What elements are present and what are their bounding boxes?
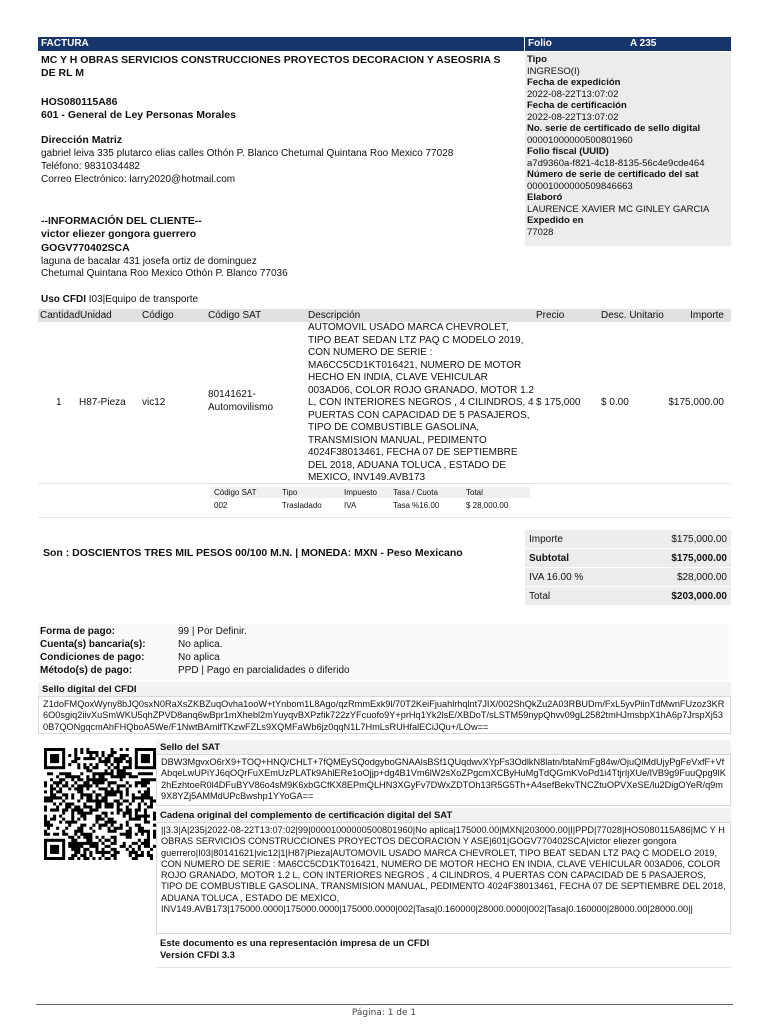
info-value: 77028	[527, 226, 554, 238]
tax-col-codigo-sat: Código SAT	[214, 488, 257, 497]
row-unidad: H87-Pieza	[79, 397, 126, 408]
tax-impuesto: IVA	[344, 501, 357, 510]
client-address-line1: laguna de bacalar 431 josefa ortiz de dominguez	[41, 256, 257, 267]
row-descripcion: AUTOMOVIL USADO MARCA CHEVROLET, TIPO BEAT SEDAN LTZ PAQ C MODELO 2019, CON NUMERO DE SERIE : MA6CC5CD1KT016421, NUMERO DE MOTOR HECHO EN INDIA, CLAVE VEHICULAR 003AD06, COLOR ROJO GRANADO, MOTOR 1.2 L, CON INTERIORES NEGROS , 4 CILINDROS, 4 PUERTAS CON CAPACIDAD DE 5 PASAJEROS, TIPO DE COMBUSTIBLE GASOLINA, TRANSMISION MANUAL, PEDIMENTO 4024F38013461, FECHA 07 DE SEPTIEMBRE DEL 2018, ADUANA TOLUCA , ESTADO DE MEXICO, INV149.AVB173	[308, 322, 534, 483]
tax-codigo-sat: 002	[214, 501, 228, 510]
payment-info	[38, 624, 731, 680]
totals-value: $28,000.00	[676, 572, 727, 583]
footer-divider	[36, 1004, 733, 1005]
document-type-bar	[38, 37, 524, 51]
tax-table-header	[210, 487, 530, 498]
items-table-header	[38, 309, 731, 322]
table-row	[38, 322, 731, 484]
direccion-title: Dirección Matriz	[41, 134, 123, 146]
emisor-email: Correo Electrónico: larry2020@hotmail.com	[41, 174, 236, 185]
info-value: 00001000000509846663	[527, 180, 633, 192]
tax-total: $ 28,000.00	[466, 501, 509, 510]
row-importe: $175,000.00	[668, 397, 724, 408]
emisor-address: gabriel leiva 335 plutarco elias calles Othón P. Blanco Chetumal Quintana Roo Mexico 77028	[41, 148, 454, 159]
info-value: 2022-08-22T13:07:02	[527, 111, 619, 123]
info-value: LAURENCE XAVIER MC GINLEY GARCIA	[527, 203, 710, 215]
invoice-info-panel	[525, 52, 731, 246]
info-label: Número de serie de certificado del sat	[527, 169, 699, 180]
emisor-name: MC Y H OBRAS SERVICIOS CONSTRUCCIONES PROYECTOS DECORACION Y ASEOSRIA S DE RL M	[41, 54, 501, 79]
emisor-phone: Teléfono: 9831034482	[41, 161, 140, 172]
tax-col-tasa: Tasa / Cuota	[393, 488, 438, 497]
info-label: Elaboró	[527, 192, 563, 203]
tax-tipo: Trasladado	[282, 501, 322, 510]
cfdi-note	[156, 936, 731, 968]
tax-col-tipo: Tipo	[282, 488, 298, 497]
cfdi-note-line1: Este documento es una representación impresa de un CFDI	[160, 938, 430, 949]
folio-value: A 235	[630, 38, 657, 49]
amount-in-words: Son : DOSCIENTOS TRES MIL PESOS 00/100 M.N. | MONEDA: MXN - Peso Mexicano	[43, 547, 463, 559]
info-label: Expedido en	[527, 215, 584, 226]
payment-label: Forma de pago:	[40, 626, 116, 637]
sello-cfdi-title: Sello digital del CFDI	[38, 682, 731, 696]
totals-value: $203,000.00	[671, 591, 727, 602]
info-value: a7d9360a-f821-4c18-8135-56c4e9cde464	[527, 157, 705, 169]
payment-label: Condiciones de pago:	[40, 652, 145, 663]
row-codigo: vic12	[142, 397, 166, 408]
client-name: victor eliezer gongora guerrero	[41, 228, 197, 240]
qr-finder-pattern	[136, 750, 154, 768]
emisor-rfc: HOS080115A86	[41, 96, 118, 108]
info-label: Folio fiscal (UUID)	[527, 146, 609, 157]
payment-label: Cuenta(s) bancaria(s):	[40, 639, 146, 650]
info-label: Fecha de certificación	[527, 100, 627, 111]
uso-cfdi-value: I03|Equipo de transporte	[88, 294, 199, 305]
info-label: Tipo	[527, 54, 547, 65]
totals-label: Total	[529, 591, 551, 602]
tax-col-total: Total	[466, 488, 483, 497]
client-rfc: GOGV770402SCA	[41, 242, 130, 254]
sello-cfdi-value: Z1doFMQoxWyny8bJQ0sxN0RaXsZKBZuqOvha1ooW+tYnbom1L8Ago/qzRmmExk9l/70T2KeiFjuahlrhqlnt7JIX/002ShQkZu2A03RBUDm/FxL5yvPiinTdMwnFUzoz3KR6O0sgiq2iivXuSmWKU5qhZPVD8anq6wBpr1mXhebl2mYuyqvBXPzfik722zYFcuofo9Y+prHq1Yk2lsE/XBDoT/sLSTM59nypQhvv09gL2582tmHJmsbpX1hA6p7JrspXj530B7QONgqcmAhFHQboA5We/F1NwtBAmlfTKzwFZLs9XQMFaWb6jz0qqN1L7HmLsRUHfalECiJQu+/LOw==	[38, 696, 731, 734]
document-type: FACTURA	[41, 38, 89, 49]
uso-cfdi-label: Uso CFDI	[41, 294, 86, 305]
totals-label: IVA 16.00 %	[529, 572, 584, 583]
row-desc-unitario: $ 0.00	[601, 397, 629, 408]
info-value: 2022-08-22T13:07:02	[527, 88, 619, 100]
qr-finder-pattern	[46, 840, 64, 858]
payment-value: PPD | Pago en parcialidades o diferido	[178, 665, 350, 676]
page-number: Página: 1 de 1	[351, 1008, 417, 1018]
client-address-line2: Chetumal Quintana Roo Mexico Othón P. Blanco 77036	[41, 268, 288, 279]
info-value: 00001000000500801960	[527, 134, 633, 146]
row-precio: $ 175,000	[536, 397, 581, 408]
totals-value: $175,000.00	[671, 534, 727, 545]
payment-value: No aplica	[178, 652, 220, 663]
emisor-regimen: 601 - General de Ley Personas Morales	[41, 109, 236, 121]
col-descripcion: Descripción	[308, 310, 361, 321]
col-desc-unitario: Desc. Unitario	[601, 310, 664, 321]
cadena-title: Cadena original del complemento de certificación digital del SAT	[156, 808, 731, 822]
col-codigo: Código	[142, 310, 174, 321]
qr-finder-pattern	[46, 750, 64, 768]
info-label: No. serie de certificado de sello digital	[527, 123, 701, 134]
sello-sat-value: DBW3MgvxO6rX9+TOQ+HNQ/CHLT+7fQMEySQodgyboGNAAlsBSf1QUqdwvXYpFs3OdlkN8latn/btaNmFg84w/OjuQlMdUjyPgFeVxfF+VfAbqeLwUPiYJ6qOQrFuXEmUzPLATk9AhlERe1oOjjp+dg4B1Vm6lW2sXoZPgcmXCByHuMgTdQGmKVoPd1i4TtjrIjXUe/lVB9g9FuuQpg9lK2hEzhtoeR0l4DFuBYV86o4sM9K6xbGCfKX8EPmQLHN3XGyFv7DWxZDTOh13R5G5Th+A4sefBekvTNCZtuOPVXeSE/lu2DigOYeR/q9m9X8YZj5AMMdUPcBwshp1YYoGA==	[156, 754, 731, 806]
info-label: Fecha de expedición	[527, 77, 621, 88]
client-section-title: --INFORMACIÓN DEL CLIENTE--	[41, 215, 202, 227]
folio-bar	[525, 37, 731, 51]
payment-value: No aplica.	[178, 639, 223, 650]
row-codigo-sat: 80141621-Automovilismo	[208, 389, 274, 413]
tax-table-row	[210, 500, 530, 512]
qr-code-graphic	[44, 748, 156, 860]
totals-row-subtotal	[525, 549, 731, 568]
totals-label: Importe	[529, 534, 563, 545]
sello-sat-title: Sello del SAT	[156, 740, 731, 754]
totals-value: $175,000.00	[671, 553, 727, 564]
col-importe: Importe	[690, 310, 724, 321]
totals-label: Subtotal	[529, 553, 569, 564]
folio-label: Folio	[528, 38, 552, 49]
totals-row-iva	[525, 568, 731, 587]
totals-row-total	[525, 587, 731, 606]
col-precio: Precio	[536, 310, 565, 321]
uso-cfdi	[41, 294, 198, 305]
col-unidad: Unidad	[80, 310, 112, 321]
tax-tasa: Tasa %16.00	[393, 501, 440, 510]
col-codigo-sat: Código SAT	[208, 310, 262, 321]
payment-label: Método(s) de pago:	[40, 665, 133, 676]
qr-code	[44, 748, 156, 860]
cadena-value: ||3.3|A|235|2022-08-22T13:07:02|99|00001000000500801960|No aplica|175000.00|MXN|203000.00|I|PPD|77028|HOS080115A86|MC Y H OBRAS SERVICIOS CONSTRUCCIONES PROYECTOS DECORACION Y ASE|601|GOGV770402SCA|victor eliezer gongora guerrero|I03|80141621|vic12|1|H87|Pieza|AUTOMOVIL USADO MARCA CHEVROLET, TIPO BEAT SEDAN LTZ PAQ C MODELO 2019, CON NUMERO DE SERIE : MA6CC5CD1KT016421, NUMERO DE MOTOR HECHO EN INDIA, CLAVE VEHICULAR 003AD06, COLOR ROJO GRANADO, MOTOR 1.2 L, CON INTERIORES NEGROS , 4 CILINDROS, 4 PUERTAS CON CAPACIDAD DE 5 PASAJEROS, TIPO DE COMBUSTIBLE GASOLINA, TRANSMISION MANUAL, PEDIMENTO 4024F38013461, FECHA 07 DE SEPTIEMBRE DEL 2018, ADUANA TOLUCA , ESTADO DE MEXICO, INV149.AVB173|175000.0000|175000.0000|175000.0000|002|Tasa|0.160000|28000.0000|002|Tasa|0.160000|28000.00|28000.00||	[156, 822, 731, 934]
cfdi-note-line2: Versión CFDI 3.3	[160, 950, 235, 961]
info-value: INGRESO(I)	[527, 65, 580, 77]
payment-value: 99 | Por Definir.	[178, 626, 247, 637]
totals-panel	[525, 530, 731, 606]
qr-modules	[44, 748, 156, 860]
col-cantidad: Cantidad	[40, 310, 81, 321]
divider	[38, 517, 731, 518]
row-cantidad: 1	[56, 397, 62, 408]
totals-row-importe	[525, 530, 731, 549]
tax-col-impuesto: Impuesto	[344, 488, 377, 497]
